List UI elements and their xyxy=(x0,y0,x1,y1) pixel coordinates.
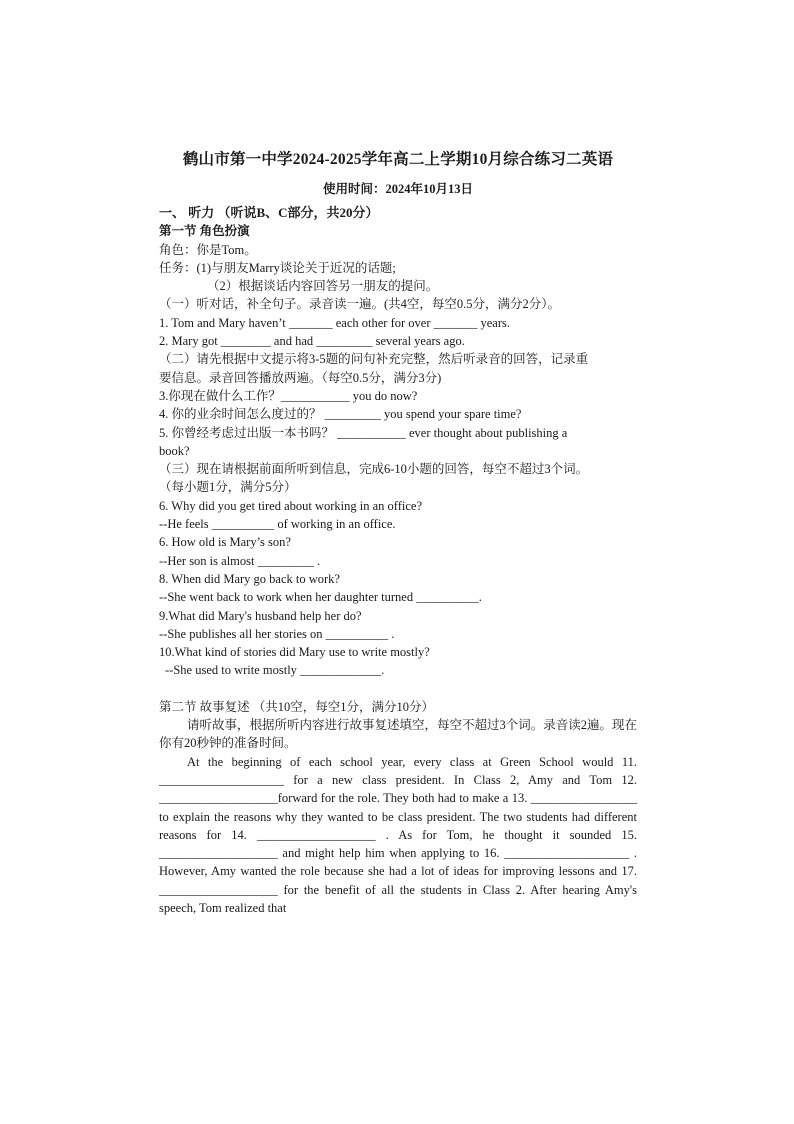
answer-line: --Her son is almost _________ . xyxy=(159,553,321,568)
question-line: book? xyxy=(159,443,190,458)
answer-line: --He feels __________ of working in an office. xyxy=(159,517,396,532)
question-line: 4. 你的业余时间怎么度过的？ _________ you spend your spare time? xyxy=(159,407,522,422)
instruction-line: （三）现在请根据前面所听到信息，完成6-10小题的回答，每空不超过3个词。 xyxy=(159,462,589,477)
role-line: 角色：你是Tom。 xyxy=(159,242,257,257)
instruction-line: （一）听对话，补全句子。录音读一遍。(共4空，每空0.5分，满分2分）。 xyxy=(159,297,561,312)
question-line: 6. Why did you get tired about working in an office? xyxy=(159,498,423,513)
story-paragraph: At the beginning of each school year, every class at Green School would 11. ____________________ for a new class president. In Class 2, Amy and Tom 12. ___________________forward for the role. They both had to make a 13. _________________ to explain the reasons why they wanted to be class president. The two students had different reasons for 14. ___________________ . As for Tom, he thought it sounded 15. ___________________ and might help him when applying to 16. ____________________ . However, Amy wanted the role because she had a lot of ideas for improving lessons and 17. ___________________ for the benefit of all the students in Class 2. After hearing Amy's speech, Tom realized that xyxy=(159,754,637,915)
page-subtitle: 使用时间：2024年10月13日 xyxy=(322,182,473,196)
part-heading: 一、 听力 （听说B、C部分，共20分） xyxy=(159,205,379,220)
question-line: 8. When did Mary go back to work? xyxy=(159,571,340,586)
question-line: 6. How old is Mary’s son? xyxy=(159,535,291,550)
question-line: 9.What did Mary's husband help her do? xyxy=(159,608,362,623)
question-line: 3.你现在做什么工作？___________ you do now? xyxy=(159,388,418,403)
spacer xyxy=(159,680,637,698)
section-heading: 第二节 故事复述 （共10空，每空1分，满分10分） xyxy=(159,699,435,714)
answer-line: --She went back to work when her daughter turned __________. xyxy=(159,590,482,605)
instruction-line: （二）请先根据中文提示将3-5题的问句补充完整，然后听录音的回答，记录重 xyxy=(159,352,589,367)
section-heading: 第一节 角色扮演 xyxy=(159,224,250,239)
instruction-line: （每小题1分，满分5分） xyxy=(159,480,297,495)
instruction-paragraph: 请听故事，根据所听内容进行故事复述填空，每空不超过3个词。录音读2遍。现在你有20秒钟的准备时间。 xyxy=(159,718,638,751)
answer-line: --She used to write mostly _____________. xyxy=(165,663,385,678)
task-line: （2）根据谈话内容回答另一朋友的提问。 xyxy=(207,279,439,294)
task-line: 任务：(1)与朋友Marry谈论关于近况的话题; xyxy=(159,260,396,275)
answer-line: --She publishes all her stories on __________ . xyxy=(159,626,395,641)
question-line: 10.What kind of stories did Mary use to write mostly? xyxy=(159,645,430,660)
instruction-line: 要信息。录音回答播放两遍。（每空0.5分，满分3分) xyxy=(159,370,442,385)
question-line: 2. Mary got ________ and had _________ several years ago. xyxy=(159,334,465,349)
page-title: 鹤山市第一中学2024-2025学年高二上学期10月综合练习二英语 xyxy=(182,151,614,168)
question-line: 1. Tom and Mary haven’t _______ each other for over _______ years. xyxy=(159,315,511,330)
exam-body xyxy=(159,204,637,917)
question-line: 5. 你曾经考虑过出版一本书吗？ ___________ ever thought about publishing a xyxy=(159,425,568,440)
